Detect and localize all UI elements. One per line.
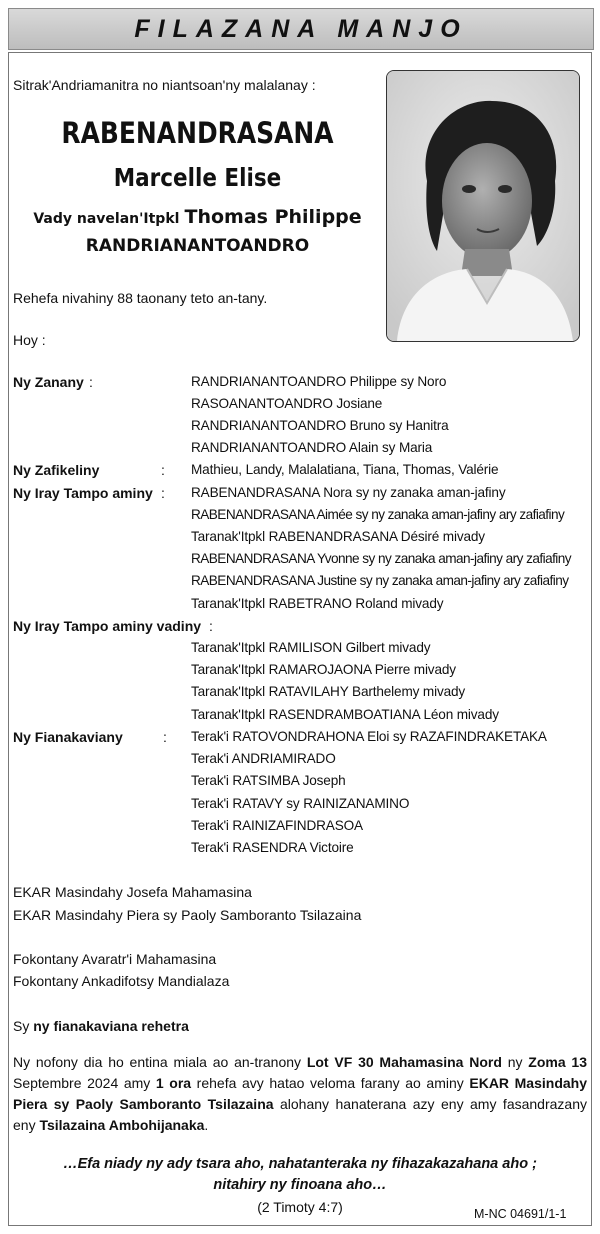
deceased-given-names: Marcelle Elise xyxy=(113,163,282,192)
list-item: Taranak'Itpkl RAMAROJAONA Pierre mivady xyxy=(191,662,456,677)
group-label-iray-tampo: Ny Iray Tampo aminy xyxy=(13,485,153,501)
list-item: Taranak'Itpkl RAMILISON Gilbert mivady xyxy=(191,640,431,655)
verse-reference: (2 Timoty 4:7) xyxy=(257,1199,343,1215)
list-item: RABENANDRASANA Aimée sy ny zanaka aman-jafiny ary zafiafiny xyxy=(191,507,565,522)
group-label-zanany: Ny Zanany xyxy=(13,374,84,390)
list-item: RABENANDRASANA Nora sy ny zanaka aman-jafiny xyxy=(191,485,506,500)
list-item: Taranak'Itpkl RATAVILAHY Barthelemy mivady xyxy=(191,684,466,699)
group-colon-iray-tampo-vadiny: : xyxy=(209,618,213,634)
header-title: FILAZANA MANJO xyxy=(134,14,468,43)
portrait-photo-icon xyxy=(386,70,580,342)
list-item: Terak'i RAINIZAFINDRASOA xyxy=(191,818,363,833)
list-item: Mathieu, Landy, Malalatiana, Tiana, Thomas, Valérie xyxy=(191,462,499,477)
group-colon-iray-tampo: : xyxy=(161,485,165,501)
list-item: RANDRIANANTOANDRO Philippe sy Noro xyxy=(191,374,447,389)
list-item: Terak'i ANDRIAMIRADO xyxy=(191,751,336,766)
announcement-time: 1 ora xyxy=(155,1075,192,1091)
announcement-date: Zoma 13 xyxy=(528,1054,587,1070)
list-item: Terak'i RATOVONDRAHONA Eloi sy RAZAFINDRAKETAKA xyxy=(191,729,547,744)
announcement-address: Lot VF 30 Mahamasina Nord xyxy=(306,1054,502,1070)
closing-verse-line-1: …Efa niady ny ady tsara aho, nahatanteraka ny fihazakazahana aho ; xyxy=(63,1156,537,1172)
intro-line: Sitrak'Andriamanitra no niantsoan'ny malalanay : xyxy=(13,77,316,93)
closing-verse-line-2: nitahiry ny finoana aho… xyxy=(213,1177,387,1193)
fokontany-line: Fokontany Ankadifotsy Mandialaza xyxy=(13,973,230,989)
announcement-text: Septembre 2024 amy xyxy=(13,1075,156,1091)
spouse-name: Thomas Philippe xyxy=(184,206,362,228)
list-item: RABENANDRASANA Yvonne sy ny zanaka aman-jafiny ary zafiafiny xyxy=(191,551,572,566)
list-item: Terak'i RASENDRA Victoire xyxy=(191,840,354,855)
ad-code: M-NC 04691/1-1 xyxy=(474,1207,567,1221)
list-item: Taranak'Itpkl RABETRANO Roland mivady xyxy=(191,596,444,611)
spouse-line xyxy=(0,206,395,228)
announcement-text: Ny nofony dia ho entina miala ao an-tranony xyxy=(13,1054,307,1070)
ekar-line: EKAR Masindahy Josefa Mahamasina xyxy=(13,884,252,900)
list-item: RANDRIANANTOANDRO Alain sy Maria xyxy=(191,440,433,455)
list-item: RABENANDRASANA Justine sy ny zanaka aman-jafiny ary zafiafiny xyxy=(191,573,569,588)
group-label-zafikeliny: Ny Zafikeliny xyxy=(13,462,100,478)
list-item: Terak'i RATAVY sy RAINIZANAMINO xyxy=(191,796,410,811)
group-label-fianakaviany: Ny Fianakaviany xyxy=(13,729,123,745)
spouse-prefix: Vady navelan'Itpkl xyxy=(33,211,180,227)
announcement-text: rehefa avy hatao veloma farany ao aminy xyxy=(191,1075,470,1091)
header-banner xyxy=(8,8,594,50)
family-line-prefix: Sy xyxy=(13,1018,30,1034)
announcement-text: ny xyxy=(501,1054,529,1070)
list-item: RANDRIANANTOANDRO Bruno sy Hanitra xyxy=(191,418,449,433)
family-line xyxy=(13,1018,189,1034)
group-label-iray-tampo-vadiny: Ny Iray Tampo aminy vadiny xyxy=(13,618,202,634)
age-line: Rehefa nivahiny 88 taonany teto an-tany. xyxy=(13,290,268,306)
fokontany-line: Fokontany Avaratr'i Mahamasina xyxy=(13,951,217,967)
announcement-church: EKAR Masindahy Piera sy Paoly Samboranto Tsilazaina xyxy=(13,1075,587,1112)
portrait-drawing xyxy=(387,71,579,341)
announcement-text: alohany hanaterana azy eny amy fasandrazany eny xyxy=(13,1096,587,1133)
funeral-announcement xyxy=(13,1052,587,1136)
spouse-surname: RANDRIANANTOANDRO xyxy=(85,236,310,256)
list-item: Taranak'Itpkl RASENDRAMBOATIANA Léon mivady xyxy=(191,707,499,722)
group-colon-fianakaviany: : xyxy=(163,729,167,745)
ekar-line: EKAR Masindahy Piera sy Paoly Samboranto Tsilazaina xyxy=(13,907,362,923)
deceased-surname: RABENANDRASANA xyxy=(61,116,334,150)
list-item: Terak'i RATSIMBA Joseph xyxy=(191,773,346,788)
hoy-label: Hoy : xyxy=(13,332,46,348)
group-colon-zanany: : xyxy=(89,374,93,390)
list-item: RASOANANTOANDRO Josiane xyxy=(191,396,383,411)
family-line-bold: ny fianakaviana rehetra xyxy=(33,1018,189,1034)
announcement-burial-place: Tsilazaina Ambohijanaka xyxy=(39,1117,205,1133)
group-colon-zafikeliny: : xyxy=(161,462,165,478)
announcement-text: . xyxy=(204,1117,209,1133)
list-item: Taranak'Itpkl RABENANDRASANA Désiré mivady xyxy=(191,529,485,544)
